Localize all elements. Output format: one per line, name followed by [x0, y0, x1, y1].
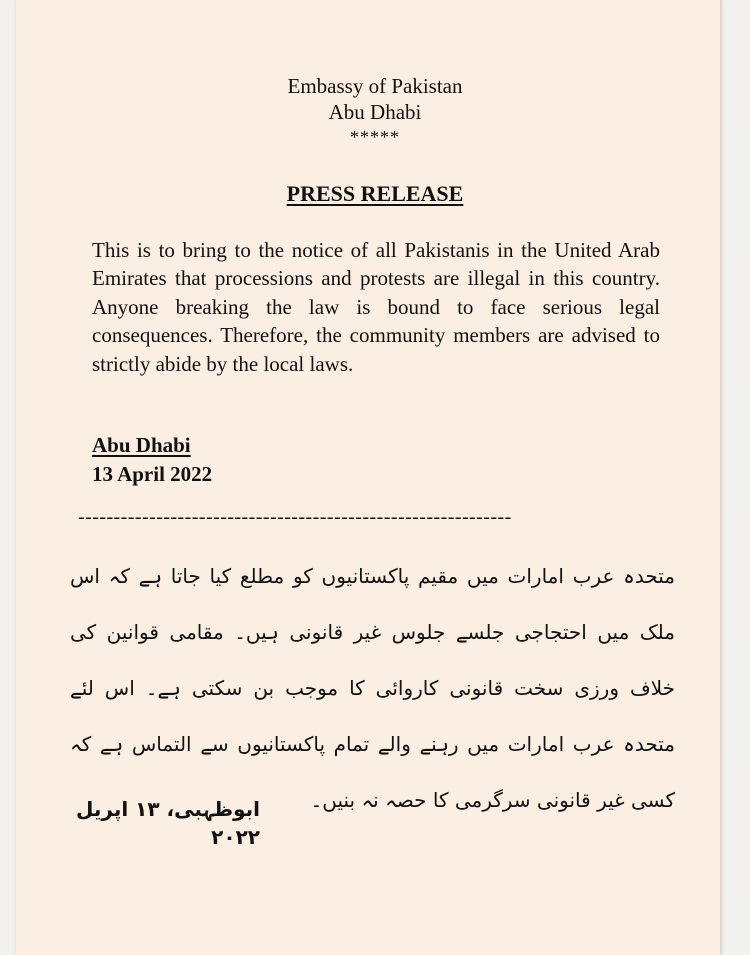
- header-stars: *****: [350, 127, 400, 147]
- urdu-body-text: متحدہ عرب امارات میں مقیم پاکستانیوں کو مطلع کیا جاتا ہے کہ اس ملک میں احتجاجی جلسے جلوس غیر قانونی ہیں۔ مقامی قوانین کی خلاف ورزی سخت قانونی کاروائی کا موجب بن سکتی ہے۔ اس لئے متحدہ عرب امارات میں رہنے والے تمام پاکستانیوں سے التماس ہے کہ کسی غیر قانونی سرگرمی کا حصہ نہ بنیں۔: [70, 564, 675, 812]
- english-place: Abu Dhabi: [92, 433, 191, 457]
- press-release-title: [0, 181, 750, 207]
- embassy-name: Embassy of Pakistan: [287, 74, 463, 98]
- embassy-city: Abu Dhabi: [328, 100, 422, 124]
- english-date: 13 April 2022: [92, 462, 213, 486]
- press-release-title-text: PRESS RELEASE: [286, 181, 464, 206]
- english-body-text: This is to bring to the notice of all Pakistanis in the United Arab Emirates that processions and protests are illegal in this country. Anyone breaking the law is bound to face serious legal consequences. Therefore, the community members are advised to strictly abide by the local laws.: [92, 238, 660, 376]
- urdu-date: ابوظہبی، ۱۳ اپریل ۲۰۲۲: [76, 797, 260, 849]
- dashed-separator: -------------------------------------------------------------: [78, 506, 512, 528]
